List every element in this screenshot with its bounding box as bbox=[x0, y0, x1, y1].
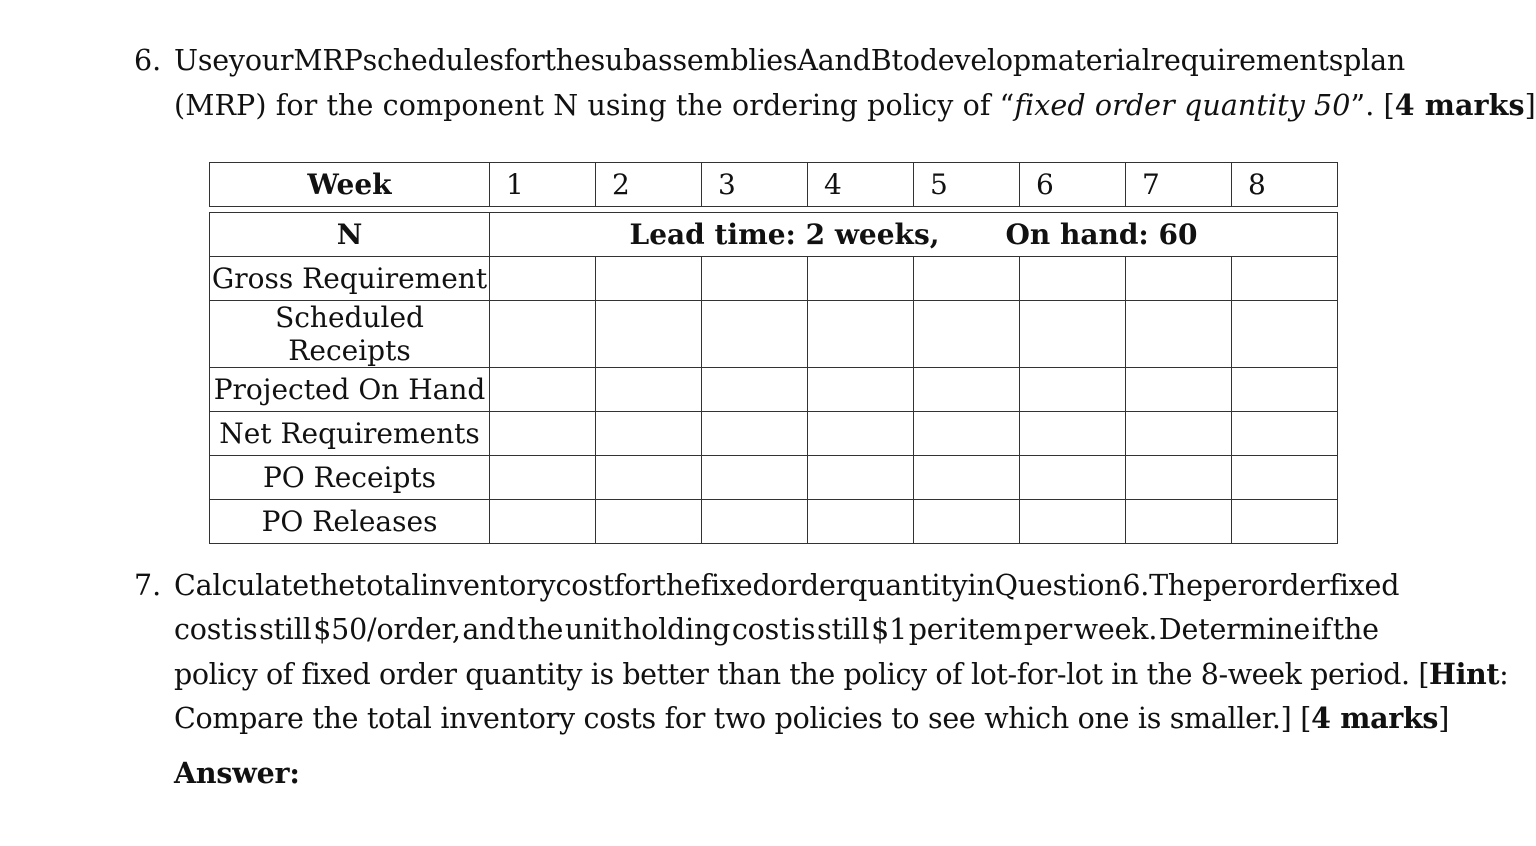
week-label: Week bbox=[307, 168, 392, 201]
question-number: 7. bbox=[134, 569, 162, 602]
word: for bbox=[613, 569, 655, 602]
week-header bbox=[210, 163, 490, 207]
question-7-line-3 bbox=[174, 657, 1508, 691]
table-row bbox=[210, 257, 1338, 301]
answer-label: Answer: bbox=[174, 756, 300, 790]
week-cell: 7 bbox=[1126, 163, 1232, 207]
word: Use bbox=[174, 44, 229, 77]
word: and bbox=[462, 613, 516, 646]
empty-cell bbox=[1126, 257, 1232, 301]
text: : bbox=[1499, 658, 1509, 691]
question-6-line-2 bbox=[174, 88, 1536, 122]
empty-cell bbox=[702, 301, 808, 368]
word: the bbox=[654, 569, 701, 602]
week-cell: 6 bbox=[1020, 163, 1126, 207]
empty-cell bbox=[702, 368, 808, 412]
answer-line bbox=[174, 756, 300, 790]
text: ] bbox=[1438, 702, 1450, 735]
word: the bbox=[517, 613, 564, 646]
word: per bbox=[1023, 613, 1073, 646]
mrp-table bbox=[209, 162, 1338, 544]
empty-cell bbox=[1126, 500, 1232, 544]
empty-cell bbox=[1126, 412, 1232, 456]
empty-cell bbox=[490, 257, 596, 301]
word: still bbox=[817, 613, 870, 646]
row-label: Gross Requirement bbox=[210, 257, 490, 301]
word: if bbox=[1311, 613, 1332, 646]
empty-cell bbox=[596, 257, 702, 301]
word: order bbox=[770, 569, 850, 602]
empty-cell bbox=[914, 368, 1020, 412]
empty-cell bbox=[596, 368, 702, 412]
text: ”. [ bbox=[1350, 89, 1395, 122]
word: the bbox=[308, 569, 355, 602]
word: cost bbox=[174, 613, 233, 646]
word: material bbox=[1030, 44, 1151, 77]
empty-cell bbox=[1126, 456, 1232, 500]
lead-time: Lead time: 2 weeks, bbox=[629, 218, 940, 251]
marks-label: 4 marks bbox=[1311, 701, 1439, 735]
text: ] bbox=[1524, 89, 1536, 122]
table-row bbox=[210, 301, 1338, 368]
word: to bbox=[891, 44, 920, 77]
empty-cell bbox=[1020, 301, 1126, 368]
week-cell: 5 bbox=[914, 163, 1020, 207]
item-label: N bbox=[336, 218, 363, 251]
empty-cell bbox=[1020, 368, 1126, 412]
empty-cell bbox=[596, 412, 702, 456]
table-row bbox=[210, 500, 1338, 544]
empty-cell bbox=[1020, 500, 1126, 544]
empty-cell bbox=[1232, 257, 1338, 301]
empty-cell bbox=[1232, 368, 1338, 412]
empty-cell bbox=[702, 456, 808, 500]
empty-cell bbox=[702, 500, 808, 544]
empty-cell bbox=[914, 301, 1020, 368]
policy-italic: fixed order quantity 50 bbox=[1014, 89, 1351, 122]
empty-cell bbox=[914, 412, 1020, 456]
text: (MRP) for the component N using the ordering policy of “ bbox=[174, 89, 1015, 122]
empty-cell bbox=[1020, 412, 1126, 456]
word: requirements bbox=[1150, 44, 1344, 77]
marks-label: 4 marks bbox=[1394, 88, 1525, 122]
empty-cell bbox=[808, 368, 914, 412]
empty-cell bbox=[596, 301, 702, 368]
word: cost bbox=[731, 613, 791, 646]
word: total bbox=[354, 569, 421, 602]
hint-label: Hint bbox=[1429, 657, 1500, 691]
word: in bbox=[967, 569, 995, 602]
empty-cell bbox=[702, 257, 808, 301]
week-cell: 3 bbox=[702, 163, 808, 207]
text: policy of fixed order quantity is better than the policy of lot-for-lot in the 8-week period. [ bbox=[174, 658, 1430, 691]
empty-cell bbox=[1232, 412, 1338, 456]
empty-cell bbox=[490, 456, 596, 500]
empty-cell bbox=[808, 412, 914, 456]
item-row bbox=[210, 213, 1338, 257]
word: holding bbox=[623, 613, 731, 646]
row-label: Projected On Hand bbox=[210, 368, 490, 412]
word: inventory bbox=[420, 569, 556, 602]
word: The bbox=[1149, 569, 1203, 602]
empty-cell bbox=[1020, 257, 1126, 301]
word: fixed bbox=[700, 569, 771, 602]
on-hand: On hand: 60 bbox=[1005, 218, 1198, 251]
question-6-line-1 bbox=[174, 44, 1406, 77]
question-7-line-1 bbox=[174, 569, 1400, 602]
week-cell: 2 bbox=[596, 163, 702, 207]
row-label: Scheduled Receipts bbox=[210, 301, 490, 368]
word: the bbox=[1332, 613, 1379, 646]
word: Determine bbox=[1158, 613, 1311, 646]
word: the bbox=[544, 44, 591, 77]
empty-cell bbox=[1020, 456, 1126, 500]
word: Calculate bbox=[174, 569, 309, 602]
week-cell: 1 bbox=[490, 163, 596, 207]
question-7-line-4 bbox=[174, 701, 1449, 735]
week-cell: 4 bbox=[808, 163, 914, 207]
word: plan bbox=[1343, 44, 1406, 77]
word: Question bbox=[994, 569, 1123, 602]
word: develop bbox=[919, 44, 1031, 77]
row-label: Net Requirements bbox=[210, 412, 490, 456]
word: MRP bbox=[293, 44, 363, 77]
word: unit bbox=[564, 613, 622, 646]
text: Compare the total inventory costs for two policies to see which one is smaller.] [ bbox=[174, 702, 1312, 735]
word: cost bbox=[555, 569, 614, 602]
item-header bbox=[210, 213, 490, 257]
word: B bbox=[870, 44, 892, 77]
empty-cell bbox=[702, 412, 808, 456]
week-row bbox=[210, 163, 1338, 207]
empty-cell bbox=[1232, 500, 1338, 544]
word: and bbox=[817, 44, 871, 77]
word: item bbox=[958, 613, 1023, 646]
empty-cell bbox=[1126, 301, 1232, 368]
question-7-line-2 bbox=[174, 613, 1379, 646]
empty-cell bbox=[808, 500, 914, 544]
word: per bbox=[1202, 569, 1251, 602]
empty-cell bbox=[490, 301, 596, 368]
word: for bbox=[503, 44, 545, 77]
word: schedules bbox=[362, 44, 504, 77]
table-row bbox=[210, 368, 1338, 412]
word: still bbox=[259, 613, 312, 646]
table-row bbox=[210, 412, 1338, 456]
empty-cell bbox=[808, 257, 914, 301]
word: week. bbox=[1073, 613, 1158, 646]
word: fixed bbox=[1329, 569, 1400, 602]
row-label: PO Receipts bbox=[210, 456, 490, 500]
word: $50/order, bbox=[313, 613, 461, 646]
empty-cell bbox=[490, 500, 596, 544]
word: is bbox=[791, 613, 816, 646]
empty-cell bbox=[914, 500, 1020, 544]
empty-cell bbox=[914, 257, 1020, 301]
word: your bbox=[228, 44, 294, 77]
empty-cell bbox=[808, 301, 914, 368]
word: is bbox=[234, 613, 258, 646]
question-number: 6. bbox=[134, 44, 162, 77]
empty-cell bbox=[808, 456, 914, 500]
word: A bbox=[797, 44, 818, 77]
empty-cell bbox=[914, 456, 1020, 500]
week-cell: 8 bbox=[1232, 163, 1338, 207]
empty-cell bbox=[596, 500, 702, 544]
empty-cell bbox=[1126, 368, 1232, 412]
table-row bbox=[210, 456, 1338, 500]
empty-cell bbox=[490, 368, 596, 412]
word: quantity bbox=[849, 569, 968, 602]
word: subassemblies bbox=[590, 44, 798, 77]
word: 6. bbox=[1122, 569, 1150, 602]
empty-cell bbox=[1232, 301, 1338, 368]
empty-cell bbox=[1232, 456, 1338, 500]
word: order bbox=[1250, 569, 1330, 602]
item-info bbox=[490, 213, 1338, 257]
row-label: PO Releases bbox=[210, 500, 490, 544]
empty-cell bbox=[490, 412, 596, 456]
word: per bbox=[908, 613, 957, 646]
word: $1 bbox=[871, 613, 908, 646]
empty-cell bbox=[596, 456, 702, 500]
